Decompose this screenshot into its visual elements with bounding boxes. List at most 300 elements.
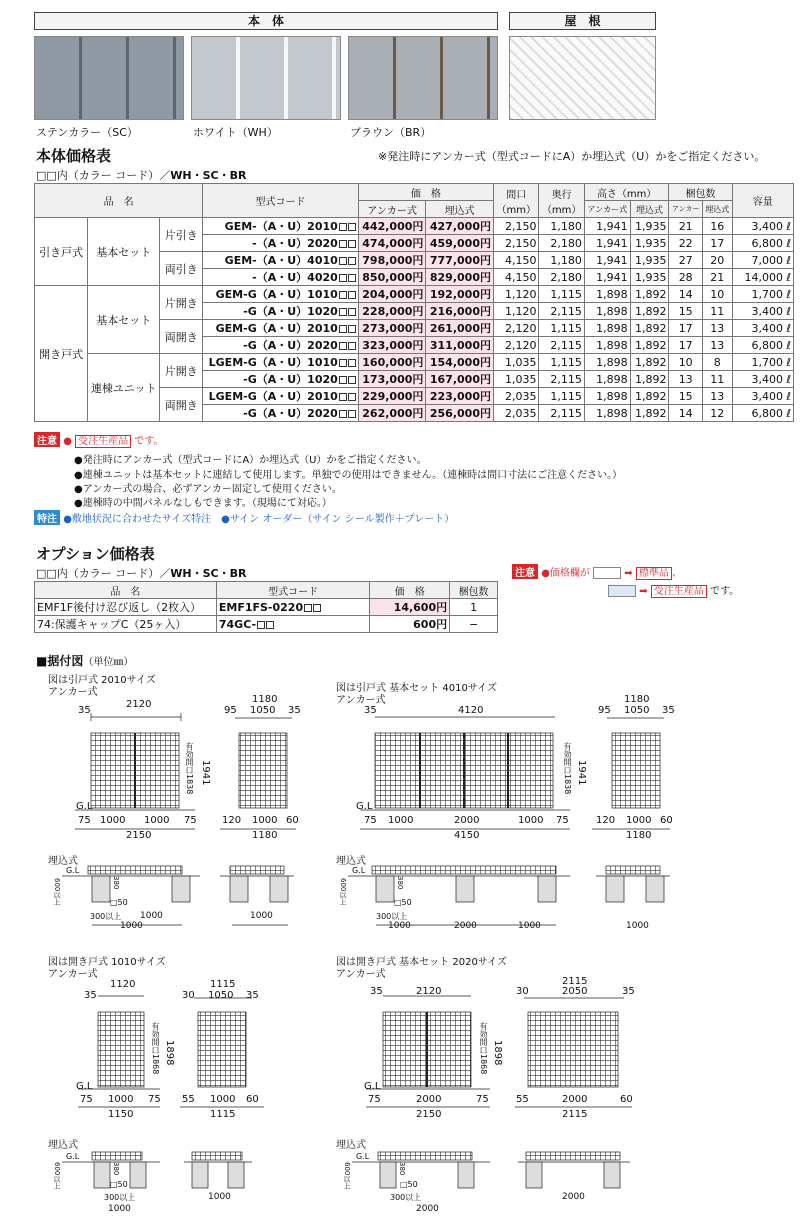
dim: 35 [84,990,97,1001]
dim: 95 [224,705,237,716]
order-made-badge: 受注生産品 [651,585,707,598]
cell-pack-embed: 21 [702,269,732,286]
cell-width: 1,120 [493,286,538,303]
cell-price-embed: 261,000円 [426,320,494,337]
cell-height-anchor: 1,898 [584,286,630,303]
cell-pack-anchor: 28 [669,269,702,286]
special-text: ●敷地状況に合わせたサイズ特注 ●サイン オーダー（サイン シール製作＋プレート） [63,514,455,525]
code-text: -（A・U）4020 [252,271,338,284]
dim: 300以上 [376,912,408,921]
cell-price-anchor: 262,000円 [358,405,426,422]
cell-capacity: 7,000 ℓ [732,252,793,269]
caution-desu: です。 [134,436,164,447]
cell-pack-anchor: 21 [669,218,702,235]
code-text: GEM-（A・U）2010 [224,220,338,233]
dim: 75 [78,815,91,826]
dim: 60 [660,815,673,826]
dim: 有効開口1868 [479,1022,488,1075]
cell-capacity: 1,700 ℓ [732,354,793,371]
dim: 2150 [126,830,152,841]
cell-height-anchor: 1,898 [584,371,630,388]
th-price: 価 格 [358,184,493,201]
cell-depth: 2,115 [539,405,584,422]
cell-width: 2,120 [493,320,538,337]
code-text: -G（A・U）1020 [243,305,338,318]
cell-depth: 1,115 [539,388,584,405]
dim: 1000 [252,815,278,826]
dim: 600以上 [343,1162,351,1190]
note-line: ●発注時にアンカー式（型式コードにA）か埋込式（U）かをご指定ください。 [74,455,427,466]
cell-price-embed: 256,000円 [426,405,494,422]
cell-pack-anchor: 17 [669,320,702,337]
cell-price-embed: 829,000円 [426,269,494,286]
dim: 75 [148,1094,161,1105]
cell-width: 2,150 [493,235,538,252]
dim: 有効開口1838 [563,742,572,795]
dim: 2000 [416,1204,439,1214]
th-p-anchor: アンカー [669,201,702,218]
body-header: 本 体 [34,12,498,30]
cell-height-anchor: 1,941 [584,269,630,286]
dim: 1000 [208,1192,231,1202]
dim: 120 [222,815,242,826]
cell-depth: 2,115 [539,303,584,320]
code-text: GEM-（A・U）4010 [224,254,338,267]
opt-code-text: EMF1FS-0220 [218,600,304,614]
cell-depth: 1,115 [539,320,584,337]
dim: 300以上 [104,1193,136,1202]
dim: 380 [398,1162,406,1176]
legend-text: ●価格欄が [541,568,590,579]
cell-pack-embed: 17 [702,235,732,252]
cell-capacity: 6,800 ℓ [732,337,793,354]
cell-pack-anchor: 15 [669,388,702,405]
cell-price-anchor: 160,000円 [358,354,426,371]
dim: 35 [246,990,259,1001]
gl: G.L [66,1152,80,1161]
cell-depth: 2,180 [539,269,584,286]
e3-label: 埋込式 [48,1140,78,1151]
dim: 1150 [108,1109,134,1120]
d1-sub: アンカー式 [48,687,98,698]
dim: 1000 [626,815,652,826]
dim: 4150 [454,830,480,841]
group-unit: 連棟ユニット [88,354,160,422]
dim: 2000 [416,1094,442,1105]
code-text: GEM-G（A・U）2010 [215,322,338,335]
opt-price: 14,600円 [370,599,450,616]
cell-height-anchor: 1,898 [584,337,630,354]
dim: 1180 [626,830,652,841]
cell-pack-embed: 12 [702,405,732,422]
swatch-label: ブラウン（BR） [350,126,432,139]
cell-pack-embed: 11 [702,371,732,388]
cell-capacity: 3,400 ℓ [732,218,793,235]
swatch-label: ステンカラー（SC） [36,126,138,139]
cell-width: 2,120 [493,337,538,354]
cell-width: 1,035 [493,354,538,371]
embed-mesh-e4 [378,1152,472,1160]
dim: 2120 [416,986,442,997]
option-price-title: オプション価格表 [36,545,155,563]
dim: 1000 [518,815,544,826]
dim: 30 [182,990,195,1001]
cell-capacity: 14,000 ℓ [732,269,793,286]
dim: 55 [516,1094,529,1105]
dim: 有効開口1838 [185,742,194,795]
d2-sub: アンカー式 [336,695,386,706]
legend-desu: です。 [709,586,740,597]
cell-pack-embed: 13 [702,320,732,337]
sub-one-slide: 片引き [160,218,203,252]
cell-depth: 1,115 [539,354,584,371]
cell-price-anchor: 228,000円 [358,303,426,320]
dim: □50 [394,898,412,907]
cell-height-anchor: 1,898 [584,320,630,337]
note-line: ●連棟時の中間パネルなしもできます。（現場にて対応。） [74,498,332,509]
cell-price-embed: 777,000円 [426,252,494,269]
dim: 600以上 [339,878,347,906]
dim: 600以上 [53,1162,61,1190]
cell-capacity: 3,400 ℓ [732,303,793,320]
note-line: ●連棟ユニットは基本セットに連結して使用します。単独での使用はできません。（連棟時は間口寸法にご注意ください。） [74,470,623,481]
install-title-text: ■据付図 [36,654,84,668]
sub-two-open: 両開き [160,320,203,354]
cell-depth: 1,180 [539,218,584,235]
d2-title: 図は引戸式 基本セット 4010サイズ [336,683,498,694]
cell-height-embed: 1,935 [630,235,669,252]
code-text: -G（A・U）1020 [243,373,338,386]
cell-price-embed: 154,000円 [426,354,494,371]
cell-price-anchor: 323,000円 [358,337,426,354]
cell-depth: 2,115 [539,371,584,388]
cell-price-anchor: 273,000円 [358,320,426,337]
dim: 1115 [210,1109,236,1120]
dim: 380 [112,1162,120,1176]
dim: 1180 [624,694,650,705]
dim: 2050 [562,986,588,997]
note-line: ●アンカー式の場合、必ずアンカー固定して使用ください。 [74,484,342,495]
code-text: LGEM-G（A・U）2010 [208,390,338,403]
cell-height-embed: 1,935 [630,218,669,235]
legend-arrow: ➡ [639,586,648,597]
cell-price-embed: 459,000円 [426,235,494,252]
cell-height-embed: 1,892 [630,286,669,303]
cell-pack-anchor: 14 [669,286,702,303]
color-codes: WH・SC・BR [170,169,247,182]
th-h-anchor: アンカー式 [584,201,630,218]
dim: 1000 [250,911,273,921]
cell-height-embed: 1,892 [630,354,669,371]
side-mesh-d3 [198,1012,246,1087]
dim: 75 [476,1094,489,1105]
th-width-label: 間口 [506,189,527,201]
opt-price: 600円 [370,616,450,633]
dim: 60 [286,815,299,826]
side-mesh-d1 [239,733,287,808]
th-depth-unit: （mm） [541,204,582,216]
dim: 1000 [140,911,163,921]
caution-tag: 注意 [34,432,60,447]
sub-one-open: 片開き [160,354,203,388]
cell-price-anchor: 173,000円 [358,371,426,388]
opt-th-pack: 梱包数 [450,582,498,599]
dim: 30 [516,986,529,997]
sub-two-slide: 両引き [160,252,203,286]
dim: 2000 [562,1192,585,1202]
dim: 35 [78,705,91,716]
dim: □50 [110,898,128,907]
th-h-embed: 埋込式 [630,201,669,218]
dim: 1941 [576,760,587,786]
cell-capacity: 3,400 ℓ [732,371,793,388]
cell-pack-anchor: 10 [669,354,702,371]
opt-code-text: 74GC- [218,617,257,631]
cell-height-embed: 1,892 [630,388,669,405]
cell-capacity: 3,400 ℓ [732,388,793,405]
dim: 4120 [458,705,484,716]
cell-height-anchor: 1,941 [584,218,630,235]
cell-width: 2,035 [493,405,538,422]
dim: 1000 [210,1094,236,1105]
cell-capacity: 6,800 ℓ [732,405,793,422]
code-text: -G（A・U）2020 [243,339,338,352]
cell-height-embed: 1,892 [630,371,669,388]
dim: 380 [396,876,404,890]
cell-width: 1,120 [493,303,538,320]
code-text: -G（A・U）2020 [243,407,338,420]
dim: 380 [112,876,120,890]
cell-width: 2,150 [493,218,538,235]
sub-one-open: 片開き [160,286,203,320]
cell-pack-anchor: 22 [669,235,702,252]
cell-price-embed: 167,000円 [426,371,494,388]
cell-pack-anchor: 13 [669,371,702,388]
cell-depth: 2,115 [539,337,584,354]
cell-pack-embed: 13 [702,388,732,405]
th-name: 品 名 [35,184,203,218]
cell-price-embed: 223,000円 [426,388,494,405]
cell-capacity: 3,400 ℓ [732,320,793,337]
side-mesh-d2 [612,733,660,808]
embed-mesh-e2 [372,866,556,874]
cell-price-embed: 216,000円 [426,303,494,320]
dim: 有効開口1868 [151,1022,160,1075]
dim: 1941 [200,760,211,786]
gl: G.L [356,801,373,812]
cell-height-embed: 1,892 [630,405,669,422]
opt-name: 74:保護キャップC（25ヶ入） [35,616,217,633]
gl: G.L [356,1152,370,1161]
cell-capacity: 6,800 ℓ [732,235,793,252]
group-swing: 開き戸式 [35,286,88,422]
dim: 1000 [388,921,411,931]
dim: 2150 [416,1109,442,1120]
e4-label: 埋込式 [336,1140,366,1151]
order-made-badge: 受注生産品 [75,435,131,448]
th-depth-label: 奥行 [551,189,572,201]
cell-price-anchor: 798,000円 [358,252,426,269]
cell-height-embed: 1,892 [630,320,669,337]
dim: 2115 [562,1109,588,1120]
special-tag: 特注 [34,510,60,525]
dim: 1180 [252,694,278,705]
dim: 60 [620,1094,633,1105]
opt-pack: 1 [450,599,498,616]
gl: G.L [364,1081,381,1092]
dim: 1898 [164,1040,175,1066]
cell-height-anchor: 1,898 [584,354,630,371]
sub-two-open: 両開き [160,388,203,422]
cell-price-embed: 192,000円 [426,286,494,303]
gl: G.L [352,866,366,875]
cell-pack-anchor: 27 [669,252,702,269]
e1-label: 埋込式 [48,856,78,867]
dim: 2000 [562,1094,588,1105]
opt-th-code: 型式コード [216,582,370,599]
cell-price-anchor: 229,000円 [358,388,426,405]
cell-width: 1,035 [493,371,538,388]
cell-depth: 1,115 [539,286,584,303]
group-basic: 基本セット [88,218,160,286]
dim: 2000 [454,921,477,931]
dim: 1050 [208,990,234,1001]
th-pack: 梱包数 [669,184,732,201]
code-text: LGEM-G（A・U）1010 [208,356,338,369]
dim: 35 [364,705,377,716]
cell-depth: 1,180 [539,252,584,269]
gl: G.L [76,1081,93,1092]
cell-pack-embed: 13 [702,337,732,354]
code-text: -（A・U）2020 [252,237,338,250]
dim: 75 [184,815,197,826]
cell-width: 2,035 [493,388,538,405]
option-color-label: □□内（カラー コード）／ [36,567,171,580]
legend-comma: 、 [671,568,682,579]
swatch-label: ホワイト（WH） [193,126,278,139]
cell-height-anchor: 1,898 [584,303,630,320]
cell-price-anchor: 474,000円 [358,235,426,252]
cell-price-embed: 311,000円 [426,337,494,354]
dim: 300以上 [390,1193,422,1202]
d4-title: 図は開き戸式 基本セット 2020サイズ [336,957,508,968]
dim: 75 [556,815,569,826]
th-anchor: アンカー式 [358,201,426,218]
cell-height-embed: 1,935 [630,252,669,269]
opt-th-price: 価 格 [370,582,450,599]
dim: 600以上 [53,878,61,906]
opt-pack: − [450,616,498,633]
th-capacity: 容量 [732,184,793,218]
dim: □50 [400,1180,418,1189]
cell-pack-anchor: 15 [669,303,702,320]
dim: □50 [110,1180,128,1189]
cell-height-anchor: 1,941 [584,252,630,269]
cell-height-embed: 1,935 [630,269,669,286]
legend-tag: 注意 [512,564,538,579]
th-code: 型式コード [203,184,359,218]
cell-pack-anchor: 17 [669,337,702,354]
dim: 75 [80,1094,93,1105]
dim: 95 [598,705,611,716]
d1-title: 図は引戸式 2010サイズ [48,675,156,686]
cell-pack-embed: 20 [702,252,732,269]
dim: 1120 [110,979,136,990]
cell-price-anchor: 204,000円 [358,286,426,303]
cell-pack-embed: 16 [702,218,732,235]
th-width-unit: （mm） [496,204,536,216]
dim: 1898 [492,1040,503,1066]
install-unit: （単位㎜） [83,657,134,668]
embed-mesh-e3 [92,1152,142,1160]
order-notice: ※発注時にアンカー式（型式コードにA）か埋込式（U）かをご指定ください。 [378,150,766,163]
cell-height-anchor: 1,898 [584,388,630,405]
dim: 2120 [126,699,152,710]
group-slide: 引き戸式 [35,218,88,286]
main-price-title: 本体価格表 [36,147,112,165]
th-p-embed: 埋込式 [702,201,732,218]
th-embed: 埋込式 [426,201,494,218]
dim: 1000 [108,1204,131,1214]
cell-price-anchor: 850,000円 [358,269,426,286]
cell-price-embed: 427,000円 [426,218,494,235]
dim: 1000 [144,815,170,826]
cell-width: 4,150 [493,252,538,269]
cell-depth: 2,180 [539,235,584,252]
gl: G.L [66,866,80,875]
dim: 35 [370,986,383,997]
dim: 1000 [518,921,541,931]
cell-capacity: 1,700 ℓ [732,286,793,303]
option-color-codes: WH・SC・BR [170,567,247,580]
dim: 1000 [626,921,649,931]
side-mesh-d4 [528,1012,618,1087]
cell-pack-embed: 11 [702,303,732,320]
legend-arrow: ➡ [624,568,633,579]
embed-mesh-e1 [88,866,182,874]
opt-name: EMF1F後付け忍び返し（2枚入） [35,599,217,616]
front-mesh-d3 [98,1012,144,1087]
dim: 300以上 [90,912,122,921]
dim: 35 [288,705,301,716]
dim: 35 [622,986,635,997]
standard-badge: 標準品 [636,567,672,580]
cell-height-embed: 1,892 [630,337,669,354]
dim: 75 [364,815,377,826]
dim: 1000 [120,921,143,931]
dim: 120 [596,815,616,826]
dim: 60 [246,1094,259,1105]
cell-width: 4,150 [493,269,538,286]
dim: 2000 [454,815,480,826]
dim: 1000 [108,1094,134,1105]
dim: 1050 [624,705,650,716]
d3-sub: アンカー式 [48,969,98,980]
roof-header: 屋 根 [509,12,656,30]
opt-th-name: 品 名 [35,582,217,599]
group-basic-set: 基本セット [88,286,160,354]
e2-label: 埋込式 [336,856,366,867]
dim: 1180 [252,830,278,841]
dim: 55 [182,1094,195,1105]
cell-price-anchor: 442,000円 [358,218,426,235]
dim: 1050 [250,705,276,716]
dim: 1000 [100,815,126,826]
gl: G.L [76,801,93,812]
code-text: GEM-G（A・U）1010 [215,288,338,301]
th-height: 高さ（mm） [584,184,669,201]
d4-sub: アンカー式 [336,969,386,980]
